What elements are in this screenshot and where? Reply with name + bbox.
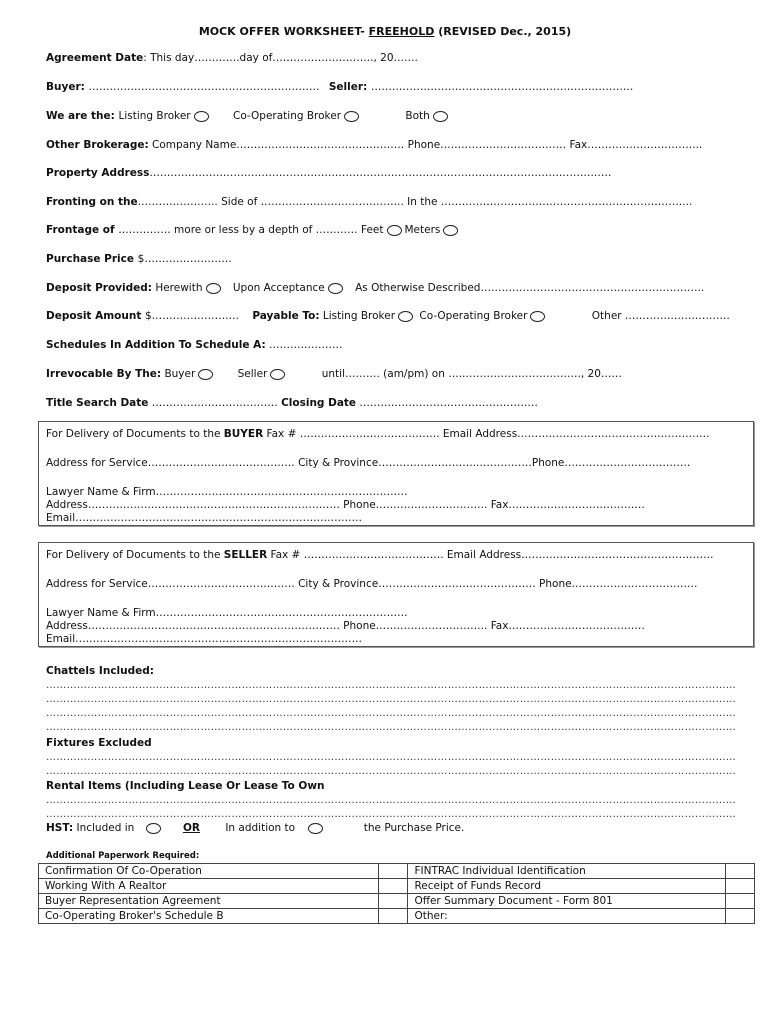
- feet-radio[interactable]: [387, 225, 402, 236]
- closing-date-label: Closing Date: [281, 397, 357, 409]
- paperwork-item-left: Co-Operating Broker's Schedule B: [39, 909, 379, 924]
- seller-delivery-box: [38, 542, 754, 647]
- herewith-label: Herewith: [151, 282, 203, 294]
- paperwork-check-right[interactable]: [726, 879, 755, 894]
- seller-address-service[interactable]: Address for Service…………………………………… City & Province……………………………………… Phone………………………………: [46, 578, 698, 590]
- we-are-label: We are the:: [46, 110, 119, 122]
- paperwork-check-left[interactable]: [378, 864, 408, 879]
- irrevocable-seller-radio[interactable]: [270, 369, 285, 380]
- we-are-line: [46, 110, 451, 122]
- page-title: [0, 25, 770, 38]
- buyer-lawyer-address[interactable]: Address……………………………………………………………… Phone………………………….. Fax…………………………………: [46, 499, 645, 511]
- paperwork-row: [39, 894, 755, 909]
- seller-delivery-prefix: For Delivery of Documents to the: [46, 549, 224, 561]
- purchase-price-line: [46, 253, 232, 265]
- paperwork-row: [39, 879, 755, 894]
- paperwork-item-right: FINTRAC Individual Identification: [408, 864, 726, 879]
- other-brokerage-label: Other Brokerage:: [46, 139, 149, 151]
- chattels-line-2[interactable]: …………………………………………………………………………………………………………………………………………………………………………………: [46, 694, 737, 705]
- hst-addition-label: In addition to: [225, 822, 296, 834]
- payable-coop-radio[interactable]: [530, 311, 545, 322]
- seller-party: SELLER: [223, 549, 268, 561]
- buyer-delivery-line[interactable]: [46, 428, 710, 440]
- agreement-date-line: [46, 52, 418, 64]
- agreement-date-field[interactable]: : This day………….day of……………………….., 20…….: [143, 52, 418, 64]
- seller-lawyer[interactable]: Lawyer Name & Firm………………………………………………………………: [46, 607, 408, 619]
- rental-line-1[interactable]: …………………………………………………………………………………………………………………………………………………………………………………: [46, 795, 737, 806]
- deposit-amount-label: Deposit Amount: [46, 310, 145, 322]
- title-search-field[interactable]: ………………………………: [148, 397, 282, 409]
- chattels-line-3[interactable]: …………………………………………………………………………………………………………………………………………………………………………………: [46, 708, 737, 719]
- listing-broker-label: Listing Broker: [118, 110, 191, 122]
- hst-label: HST:: [46, 822, 74, 834]
- chattels-line-1[interactable]: …………………………………………………………………………………………………………………………………………………………………………………: [46, 680, 737, 691]
- payable-listing-radio[interactable]: [398, 311, 413, 322]
- buyer-delivery-prefix: For Delivery of Documents to the: [46, 428, 224, 440]
- seller-lawyer-address[interactable]: Address……………………………………………………………… Phone………………………….. Fax…………………………………: [46, 620, 645, 632]
- fronting-line: [46, 196, 692, 208]
- paperwork-check-right[interactable]: [726, 909, 755, 924]
- listing-broker-radio[interactable]: [194, 111, 209, 122]
- buyer-label: Buyer:: [46, 81, 89, 93]
- paperwork-check-right[interactable]: [726, 864, 755, 879]
- title-prefix: MOCK OFFER WORKSHEET-: [198, 25, 369, 38]
- fixtures-label: Fixtures Excluded: [46, 737, 152, 749]
- title-freehold: FREEHOLD: [368, 25, 435, 38]
- buyer-lawyer-email[interactable]: Email……………………………………………………………………….: [46, 512, 362, 524]
- irrevocable-label: Irrevocable By The:: [46, 368, 162, 380]
- both-label: Both: [405, 110, 430, 122]
- buyer-party: BUYER: [223, 428, 264, 440]
- paperwork-item-right: Other:: [408, 909, 726, 924]
- buyer-delivery-suffix: Fax # …………………………………. Email Address……………………………………………….: [263, 428, 710, 440]
- agreement-date-label: Agreement Date: [46, 52, 144, 64]
- paperwork-row: [39, 864, 755, 879]
- purchase-price-field[interactable]: $…………………….: [137, 253, 232, 265]
- paperwork-check-left[interactable]: [378, 894, 408, 909]
- other-brokerage-field[interactable]: Company Name………………………………………… Phone……………………………… Fax…………………………...: [148, 139, 703, 151]
- irrevocable-buyer-radio[interactable]: [198, 369, 213, 380]
- deposit-provided-line: [46, 282, 704, 294]
- hst-included-radio[interactable]: [146, 823, 161, 834]
- other-brokerage-line: [46, 139, 702, 151]
- meters-radio[interactable]: [443, 225, 458, 236]
- fixtures-line-2[interactable]: …………………………………………………………………………………………………………………………………………………………………………………: [46, 766, 737, 777]
- paperwork-check-left[interactable]: [378, 879, 408, 894]
- seller-lawyer-email[interactable]: Email……………………………………………………………………….: [46, 633, 362, 645]
- frontage-line: [46, 224, 461, 236]
- hst-price-label: the Purchase Price.: [363, 822, 465, 834]
- upon-acceptance-radio[interactable]: [328, 283, 343, 294]
- chattels-line-4[interactable]: …………………………………………………………………………………………………………………………………………………………………………………: [46, 722, 737, 733]
- hst-addition-radio[interactable]: [308, 823, 323, 834]
- hst-or: OR: [182, 822, 200, 834]
- meters-label: Meters: [404, 224, 441, 236]
- fronting-label: Fronting on the: [46, 196, 138, 208]
- buyer-field[interactable]: …………………………………………………………: [88, 81, 320, 93]
- hst-included-label: Included in: [73, 822, 135, 834]
- closing-date-field[interactable]: ……………………………………………: [356, 397, 538, 409]
- frontage-label: Frontage of: [46, 224, 119, 236]
- title-search-line: [46, 397, 538, 409]
- property-address-field[interactable]: ……………………………………………………………………………………………………………………: [149, 167, 612, 179]
- irrevocable-buyer-label: Buyer: [161, 368, 196, 380]
- paperwork-item-left: Buyer Representation Agreement: [39, 894, 379, 909]
- rental-label: Rental Items (Including Lease Or Lease To Own: [46, 780, 325, 792]
- herewith-radio[interactable]: [206, 283, 221, 294]
- paperwork-table: [38, 863, 755, 924]
- paperwork-item-right: Receipt of Funds Record: [408, 879, 726, 894]
- title-search-label: Title Search Date: [46, 397, 149, 409]
- property-address-label: Property Address: [46, 167, 150, 179]
- otherwise-described-field[interactable]: As Otherwise Described……………………………………………………….: [355, 282, 705, 294]
- schedules-label: Schedules In Addition To Schedule A:: [46, 339, 266, 351]
- payable-listing-label: Listing Broker: [319, 310, 396, 322]
- fronting-field[interactable]: ………………….. Side of ………………………………….. In the ……………………………………………………………...: [137, 196, 693, 208]
- deposit-amount-line: [46, 310, 730, 322]
- buyer-address-service[interactable]: Address for Service…………………………………… City & Province………………………..……………Phone………………………………: [46, 457, 691, 469]
- paperwork-item-right: Offer Summary Document - Form 801: [408, 894, 726, 909]
- property-address-line: [46, 167, 611, 179]
- payable-coop-label: Co-Operating Broker: [419, 310, 528, 322]
- paperwork-check-right[interactable]: [726, 894, 755, 909]
- payable-to-label: Payable To:: [252, 310, 320, 322]
- buyer-seller-line: [46, 81, 633, 93]
- deposit-amount-field[interactable]: $…………………….: [145, 310, 240, 322]
- schedules-field[interactable]: …………………: [265, 339, 343, 351]
- chattels-label: Chattels Included:: [46, 665, 154, 677]
- seller-label: Seller:: [328, 81, 371, 93]
- irrevocable-seller-label: Seller: [237, 368, 268, 380]
- irrevocable-line: [46, 368, 622, 380]
- buyer-lawyer[interactable]: Lawyer Name & Firm………………………………………………………………: [46, 486, 408, 498]
- coop-broker-radio[interactable]: [344, 111, 359, 122]
- coop-broker-label: Co-Operating Broker: [232, 110, 342, 122]
- paperwork-item-left: Working With A Realtor: [39, 879, 379, 894]
- frontage-field[interactable]: …………… more or less by a depth of ………… Feet: [118, 224, 384, 236]
- hst-line: [46, 822, 464, 834]
- payable-other-field[interactable]: Other …………………………: [591, 310, 730, 322]
- seller-delivery-line[interactable]: [46, 549, 714, 561]
- fixtures-line-1[interactable]: …………………………………………………………………………………………………………………………………………………………………………………: [46, 752, 737, 763]
- paperwork-row: [39, 909, 755, 924]
- seller-field[interactable]: …………………………………………………………………: [370, 81, 634, 93]
- rental-line-2[interactable]: …………………………………………………………………………………………………………………………………………………………………………………: [46, 809, 737, 820]
- title-suffix: (REVISED Dec., 2015): [434, 25, 572, 38]
- buyer-delivery-box: [38, 421, 754, 526]
- upon-acceptance-label: Upon Acceptance: [232, 282, 325, 294]
- purchase-price-label: Purchase Price: [46, 253, 138, 265]
- paperwork-heading: Additional Paperwork Required:: [46, 851, 200, 861]
- paperwork-item-left: Confirmation Of Co-Operation: [39, 864, 379, 879]
- deposit-provided-label: Deposit Provided:: [46, 282, 152, 294]
- irrevocable-until-field[interactable]: until………. (am/pm) on ….……………………………., 20……: [321, 368, 622, 380]
- schedules-line: [46, 339, 343, 351]
- paperwork-check-left[interactable]: [378, 909, 408, 924]
- seller-delivery-suffix: Fax # …………………………………. Email Address……………………………………………….: [267, 549, 714, 561]
- both-radio[interactable]: [433, 111, 448, 122]
